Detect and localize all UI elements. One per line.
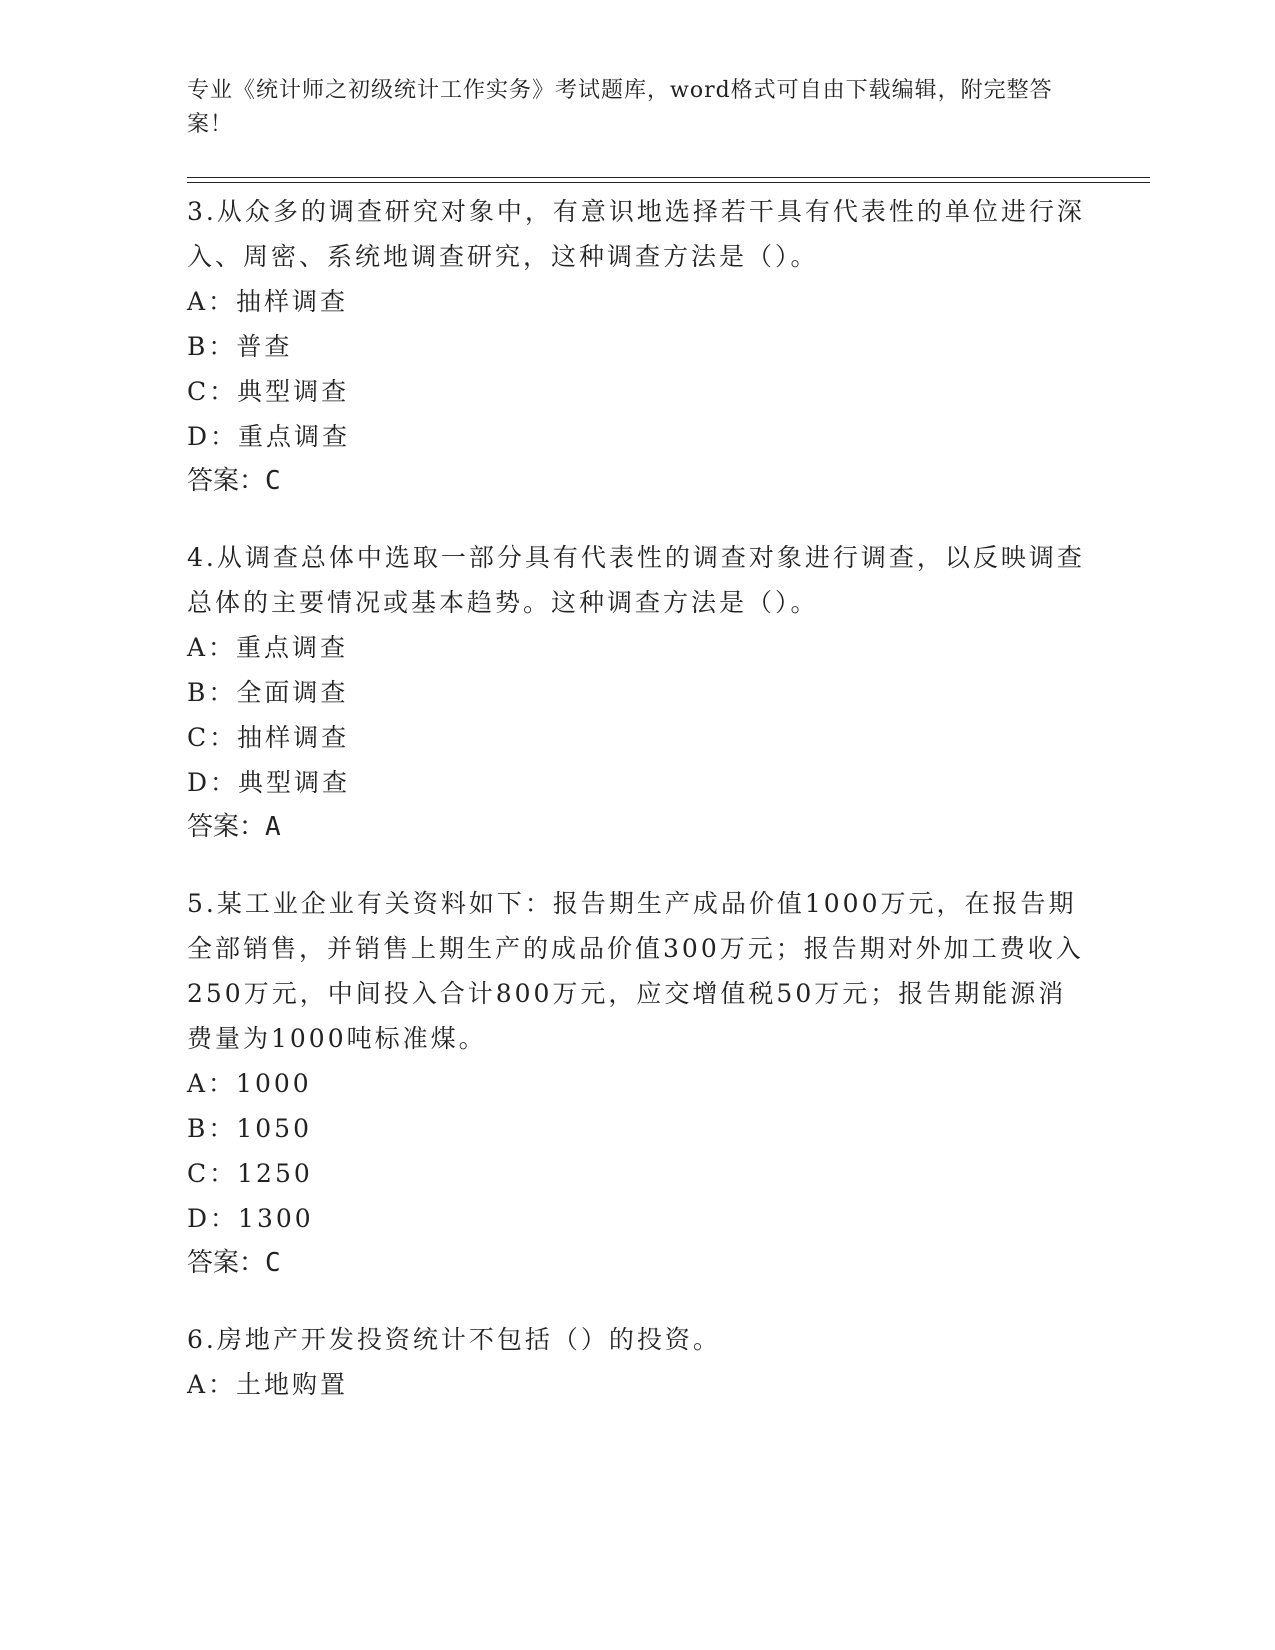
option-a: A：土地购置 bbox=[187, 1370, 349, 1399]
answer-line bbox=[187, 1241, 1087, 1285]
option-b: B：全面调查 bbox=[187, 678, 349, 707]
option-d: D：1300 bbox=[187, 1204, 314, 1233]
option-c: C：典型调查 bbox=[187, 377, 350, 406]
answer-line bbox=[187, 459, 1087, 503]
answer-value: C bbox=[265, 1248, 281, 1278]
question-6 bbox=[187, 1317, 1087, 1407]
question-5 bbox=[187, 881, 1087, 1285]
question-list bbox=[187, 189, 1087, 1439]
question-text: 5.某工业企业有关资料如下：报告期生产成品价值1000万元，在报告期全部销售，并销售上期生产的成品价值300万元；报告期对外加工费收入250万元，中间投入合计800万元，应交增值税50万元；报告期能源消费量为1000吨标准煤。 bbox=[187, 889, 1084, 1053]
answer-label: 答案： bbox=[187, 812, 266, 842]
answer-label: 答案： bbox=[187, 466, 266, 496]
question-text: 3.从众多的调查研究对象中，有意识地选择若干具有代表性的单位进行深入、周密、系统地调查研究，这种调查方法是（）。 bbox=[187, 197, 1085, 271]
question-4 bbox=[187, 535, 1087, 849]
header-rule-bottom bbox=[187, 182, 1150, 183]
header-rule-top bbox=[187, 177, 1150, 178]
document-header: 专业《统计师之初级统计工作实务》考试题库，word格式可自由下载编辑，附完整答案！ bbox=[187, 78, 1053, 137]
question-text: 4.从调查总体中选取一部分具有代表性的调查对象进行调查，以反映调查总体的主要情况或基本趋势。这种调查方法是（）。 bbox=[187, 543, 1085, 617]
question-3 bbox=[187, 189, 1087, 503]
option-a: A：重点调查 bbox=[187, 633, 349, 662]
answer-value: A bbox=[265, 812, 281, 842]
option-c: C：1250 bbox=[187, 1159, 313, 1188]
answer-label: 答案： bbox=[187, 1248, 266, 1278]
option-b: B：普查 bbox=[187, 332, 293, 361]
answer-line bbox=[187, 805, 1087, 849]
option-a: A：1000 bbox=[187, 1069, 312, 1098]
answer-value: C bbox=[265, 466, 281, 496]
option-c: C：抽样调查 bbox=[187, 723, 350, 752]
option-d: D：重点调查 bbox=[187, 422, 351, 451]
option-b: B：1050 bbox=[187, 1114, 312, 1143]
question-text: 6.房地产开发投资统计不包括（）的投资。 bbox=[187, 1325, 721, 1354]
option-d: D：典型调查 bbox=[187, 768, 351, 797]
option-a: A：抽样调查 bbox=[187, 287, 349, 316]
